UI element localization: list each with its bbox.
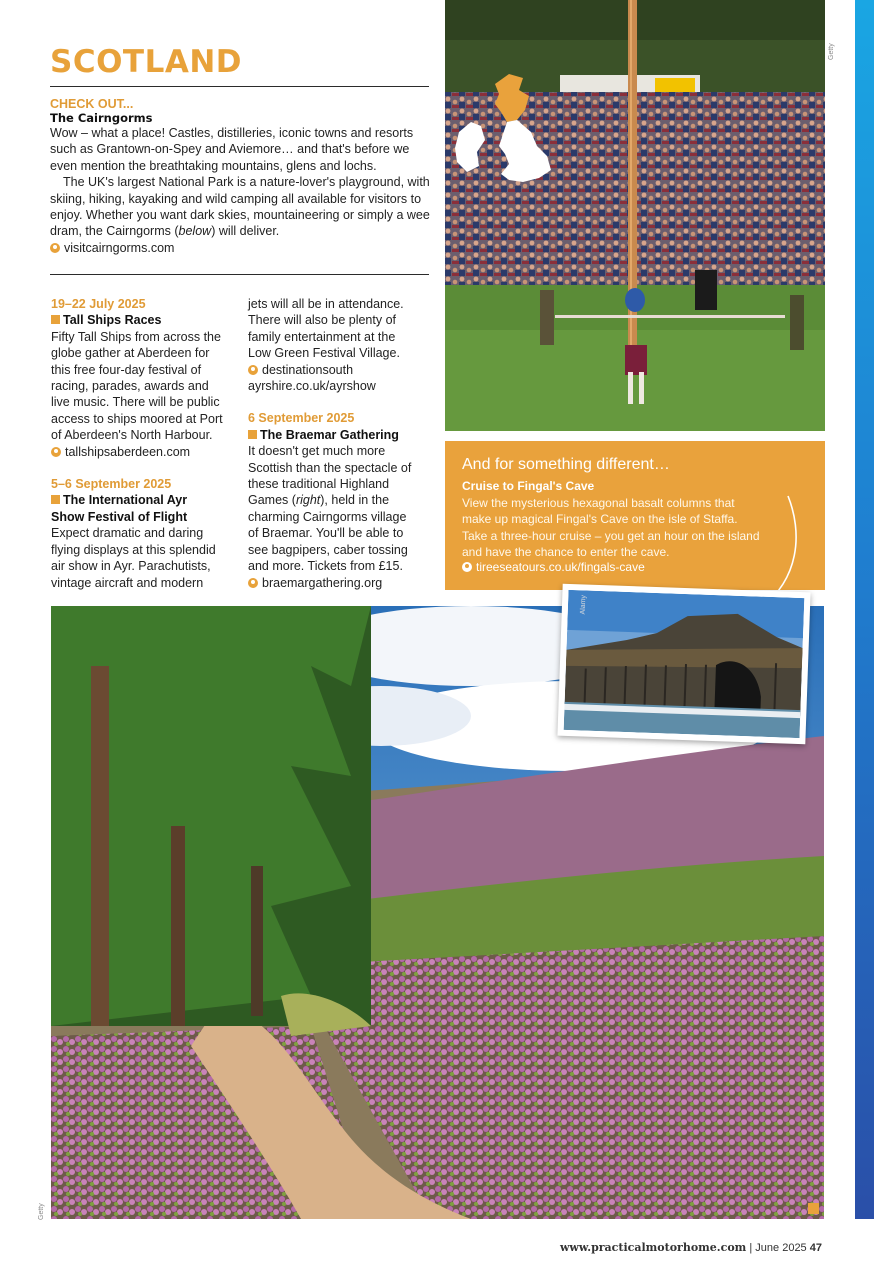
fingals-cave-link[interactable]: tireeseatours.co.uk/fingals-cave [462, 560, 645, 574]
footer-separator: | [749, 1242, 753, 1254]
braemar-link[interactable]: braemargathering.org [248, 575, 416, 591]
page-edge-strip [855, 0, 874, 1219]
ayr-heading: The International Ayr Show Festival of Flight [51, 493, 188, 524]
check-out-label: CHECK OUT... [50, 97, 134, 111]
footer-site[interactable]: www.practicalmotorhome.com [559, 1241, 747, 1254]
ayrshow-link[interactable]: destinationsouth ayrshire.co.uk/ayrshow [248, 362, 376, 394]
check-out-para2: The UK's largest National Park is a nature-lover's playground, with skiing, hiking, kayaking and wild camping all available for visitors to enjoy. Whether you want dark skies, mountaineering or simply a wee dram, the Cairngorms (below) will deliver. [50, 175, 430, 239]
fingals-cave-illustration [564, 590, 805, 738]
events-column-left [51, 296, 229, 591]
braemar-heading: The Braemar Gathering [248, 427, 416, 443]
location-pin-icon [50, 243, 60, 253]
tall-ships-heading: Tall Ships Races [51, 312, 229, 328]
page-footer [560, 1241, 822, 1254]
braemar-date: 6 September 2025 [248, 411, 355, 426]
location-pin-icon [51, 447, 61, 457]
check-out-section [50, 97, 430, 256]
check-out-para1: Wow – what a place! Castles, distilleries, iconic towns and resorts such as Grantown-on-Spey and Aviemore… and that's before we even mention the breathtaking mountains, glens and lochs. [50, 126, 414, 173]
landscape-photo-credit: Getty [38, 1203, 45, 1220]
square-bullet-icon [248, 430, 257, 439]
footer-date: June 2025 [755, 1242, 807, 1254]
uk-map-icon [451, 70, 561, 190]
page-title: SCOTLAND [50, 44, 242, 80]
visitcairngorms-link[interactable]: visitcairngorms.com [50, 240, 430, 256]
square-bullet-icon [51, 315, 60, 324]
location-pin-icon [248, 578, 258, 588]
section-rule [50, 274, 429, 275]
location-pin-icon [248, 365, 258, 375]
different-heading: And for something different… [462, 456, 670, 473]
different-subheading: Cruise to Fingal's Cave [462, 479, 595, 493]
ayr-date: 5–6 September 2025 [51, 477, 172, 492]
fingals-cave-photo [557, 584, 810, 745]
games-photo-credit: Getty [828, 43, 835, 60]
something-different-box [445, 441, 825, 590]
ayr-body-cont: jets will all be in attendance. There will also be plenty of family entertainment at the Low Green Festival Village. [248, 297, 404, 361]
tall-ships-body: Fifty Tall Ships from across the globe gather at Aberdeen for this free four-day festival of racing, parades, awards and live music. There will be public access to ships moored at Port of Aberdeen's North Harbour. [51, 329, 223, 443]
square-bullet-icon [51, 495, 60, 504]
page-number: 47 [809, 1242, 822, 1254]
check-out-heading: The Cairngorms [50, 111, 153, 125]
tall-ships-date: 19–22 July 2025 [51, 297, 146, 311]
check-out-body [50, 125, 430, 256]
events-column-right [248, 296, 416, 591]
highland-games-photo [445, 0, 825, 431]
ayr-body: Expect dramatic and daring flying displays at this splendid air show in Ayr. Parachutists, vintage aircraft and modern [51, 526, 216, 590]
different-body: View the mysterious hexagonal basalt columns that make up magical Fingal's Cave on the isle of Staffa. Take a three-hour cruise – you get an hour on the island and have the chance to enter the cave. [462, 496, 760, 560]
title-rule [50, 86, 429, 87]
tallships-link[interactable]: tallshipsaberdeen.com [51, 444, 229, 460]
location-pin-icon [462, 562, 472, 572]
braemar-body: It doesn't get much more Scottish than the spectacle of these traditional Highland Games (right), held in the charming Cairngorms village of Braemar. You'll be able to see bagpipers, caber tossing and more. Tickets from £15. [248, 444, 412, 574]
end-marker-icon [808, 1203, 819, 1214]
highland-games-illustration [445, 0, 825, 431]
cave-photo-credit: Alamy [579, 594, 588, 615]
